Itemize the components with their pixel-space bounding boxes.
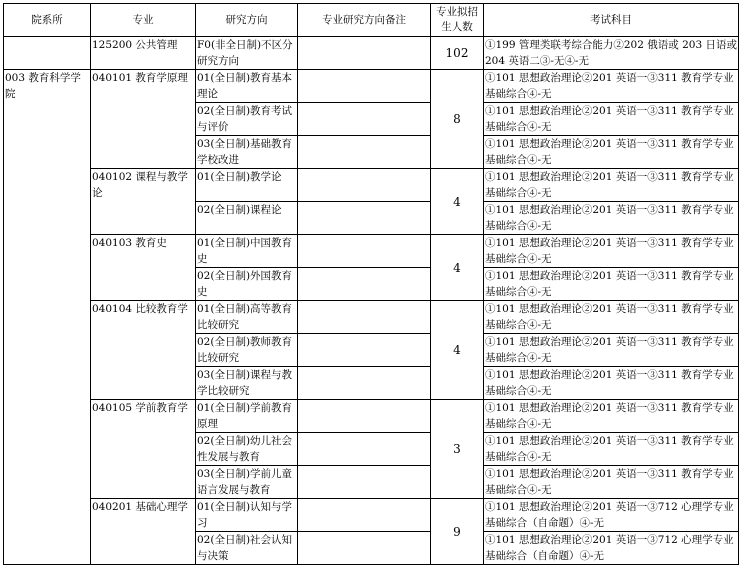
subjects-cell: ①101 思想政治理论②201 英语一③311 教育学专业基础综合④-无: [484, 202, 739, 235]
subjects-cell: ①101 思想政治理论②201 英语一③311 教育学专业基础综合④-无: [484, 268, 739, 301]
admissions-table: [3, 3, 739, 565]
direction-cell: 02(全日制)社会认知与决策: [196, 532, 298, 565]
subjects-cell: ①101 思想政治理论②201 英语一③311 教育学专业基础综合④-无: [484, 400, 739, 433]
table-row: [4, 301, 739, 334]
subjects-cell: ①101 思想政治理论②201 英语一③311 教育学专业基础综合④-无: [484, 136, 739, 169]
remark-cell: [298, 532, 431, 565]
table-row: [4, 37, 739, 70]
subjects-cell: ①101 思想政治理论②201 英语一③712 心理学专业基础综合（自命题）④-无: [484, 532, 739, 565]
table-row: [4, 400, 739, 433]
header-direction: 研究方向: [196, 4, 298, 37]
direction-cell: 01(全日制)学前教育原理: [196, 400, 298, 433]
major-cell: 040105 学前教育学: [91, 400, 196, 499]
direction-cell: 03(全日制)课程与教学比较研究: [196, 367, 298, 400]
admissions-table-container: [3, 3, 739, 565]
direction-cell: 02(全日制)课程论: [196, 202, 298, 235]
subjects-cell: ①101 思想政治理论②201 英语一③311 教育学专业基础综合④-无: [484, 367, 739, 400]
direction-cell: 02(全日制)外国教育史: [196, 268, 298, 301]
subjects-cell: ①101 思想政治理论②201 英语一③311 教育学专业基础综合④-无: [484, 103, 739, 136]
table-row: [4, 70, 739, 103]
subjects-cell: ①199 管理类联考综合能力②202 俄语或 203 日语或 204 英语二③-无④-无: [484, 37, 739, 70]
remark-cell: [298, 169, 431, 202]
remark-cell: [298, 334, 431, 367]
remark-cell: [298, 136, 431, 169]
remark-cell: [298, 400, 431, 433]
direction-cell: 01(全日制)教学论: [196, 169, 298, 202]
header-row: [4, 4, 739, 37]
major-cell: 040201 基础心理学: [91, 499, 196, 565]
table-row: [4, 169, 739, 202]
direction-cell: 01(全日制)中国教育史: [196, 235, 298, 268]
remark-cell: [298, 466, 431, 499]
subjects-cell: ①101 思想政治理论②201 英语一③311 教育学专业基础综合④-无: [484, 70, 739, 103]
count-cell: 4: [431, 235, 484, 301]
direction-cell: 01(全日制)认知与学习: [196, 499, 298, 532]
count-cell: 102: [431, 37, 484, 70]
major-cell: 040104 比较教育学: [91, 301, 196, 400]
count-cell: 8: [431, 70, 484, 169]
direction-cell: 03(全日制)学前儿童语言发展与教育: [196, 466, 298, 499]
count-cell: 9: [431, 499, 484, 565]
header-remark: 专业研究方向备注: [298, 4, 431, 37]
major-cell: 040101 教育学原理: [91, 70, 196, 169]
school-cell: [4, 37, 91, 70]
major-cell: 040102 课程与教学论: [91, 169, 196, 235]
header-school: 院系所: [4, 4, 91, 37]
remark-cell: [298, 301, 431, 334]
direction-cell: F0(非全日制)不区分研究方向: [196, 37, 298, 70]
remark-cell: [298, 70, 431, 103]
direction-cell: 01(全日制)教育基本理论: [196, 70, 298, 103]
table-row: [4, 235, 739, 268]
direction-cell: 01(全日制)高等教育比较研究: [196, 301, 298, 334]
header-major: 专业: [91, 4, 196, 37]
remark-cell: [298, 235, 431, 268]
subjects-cell: ①101 思想政治理论②201 英语一③311 教育学专业基础综合④-无: [484, 433, 739, 466]
subjects-cell: ①101 思想政治理论②201 英语一③311 教育学专业基础综合④-无: [484, 169, 739, 202]
count-cell: 3: [431, 400, 484, 499]
subjects-cell: ①101 思想政治理论②201 英语一③712 心理学专业基础综合（自命题）④-无: [484, 499, 739, 532]
remark-cell: [298, 202, 431, 235]
count-cell: 4: [431, 169, 484, 235]
subjects-cell: ①101 思想政治理论②201 英语一③311 教育学专业基础综合④-无: [484, 301, 739, 334]
remark-cell: [298, 103, 431, 136]
direction-cell: 02(全日制)幼儿社会性发展与教育: [196, 433, 298, 466]
remark-cell: [298, 433, 431, 466]
major-cell: 125200 公共管理: [91, 37, 196, 70]
subjects-cell: ①101 思想政治理论②201 英语一③311 教育学专业基础综合④-无: [484, 466, 739, 499]
table-row: [4, 499, 739, 532]
count-cell: 4: [431, 301, 484, 400]
remark-cell: [298, 499, 431, 532]
direction-cell: 02(全日制)教师教育比较研究: [196, 334, 298, 367]
remark-cell: [298, 367, 431, 400]
school-cell: 003 教育科学学院: [4, 70, 91, 565]
header-subjects: 考试科目: [484, 4, 739, 37]
direction-cell: 03(全日制)基础教育学校改进: [196, 136, 298, 169]
header-count: 专业拟招生人数: [431, 4, 484, 37]
direction-cell: 02(全日制)教育考试与评价: [196, 103, 298, 136]
major-cell: 040103 教育史: [91, 235, 196, 301]
remark-cell: [298, 37, 431, 70]
subjects-cell: ①101 思想政治理论②201 英语一③311 教育学专业基础综合④-无: [484, 235, 739, 268]
remark-cell: [298, 268, 431, 301]
subjects-cell: ①101 思想政治理论②201 英语一③311 教育学专业基础综合④-无: [484, 334, 739, 367]
